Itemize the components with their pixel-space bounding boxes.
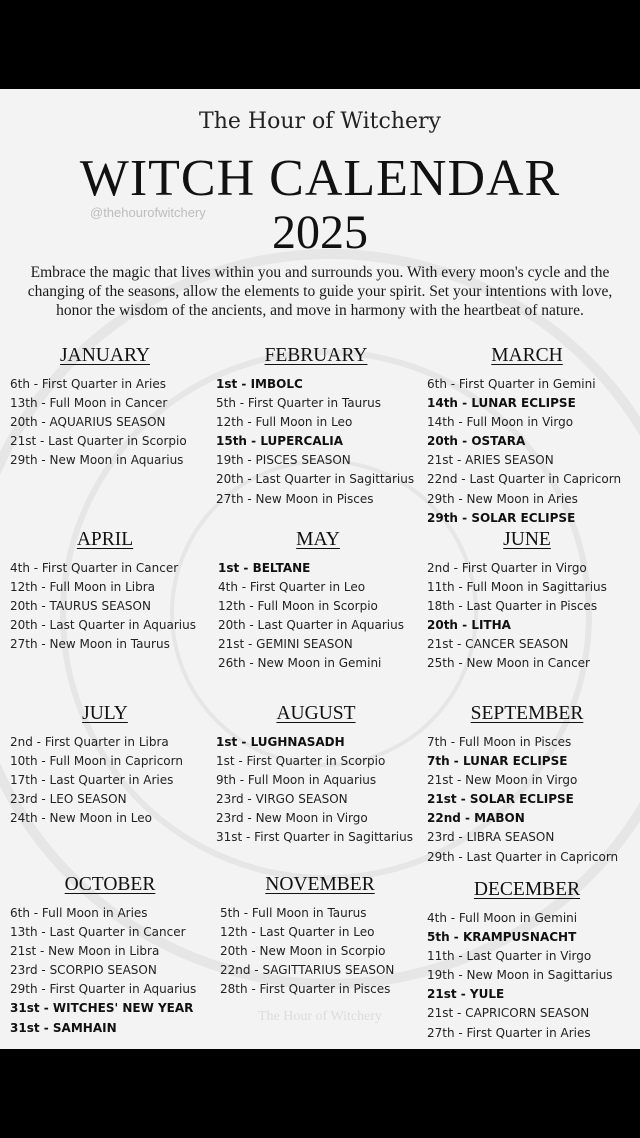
event-item: 21st - GEMINI SEASON bbox=[218, 637, 353, 652]
event-list bbox=[427, 733, 627, 867]
event-item-highlight: 21st - YULE bbox=[427, 987, 505, 1002]
event-item: 21st - Last Quarter in Scorpio bbox=[10, 434, 187, 449]
event-item: 28th - First Quarter in Pisces bbox=[220, 982, 391, 997]
event-list bbox=[216, 733, 416, 848]
month-name: JUNE bbox=[503, 529, 551, 550]
event-item: 17th - Last Quarter in Aries bbox=[10, 773, 174, 788]
event-item: 2nd - First Quarter in Virgo bbox=[427, 561, 587, 575]
calendar-sheet bbox=[0, 89, 640, 1049]
event-list bbox=[427, 559, 627, 674]
event-item: 1st - First Quarter in Scorpio bbox=[216, 754, 386, 769]
calendar-year: 2025 bbox=[272, 206, 368, 259]
event-item-highlight: 1st - IMBOLC bbox=[216, 377, 303, 391]
event-item: 23rd - VIRGO SEASON bbox=[216, 792, 348, 807]
event-item: 6th - Full Moon in Aries bbox=[10, 906, 148, 920]
event-item-highlight: 5th - KRAMPUSNACHT bbox=[427, 930, 577, 945]
watermark: The Hour of Witchery bbox=[258, 1009, 382, 1024]
month-name: AUGUST bbox=[276, 703, 356, 724]
event-list bbox=[10, 559, 200, 654]
month-april bbox=[10, 529, 200, 654]
event-item: 20th - AQUARIUS SEASON bbox=[10, 415, 166, 430]
event-item: 29th - First Quarter in Aquarius bbox=[10, 982, 197, 997]
event-item-highlight: 15th - LUPERCALIA bbox=[216, 434, 344, 449]
event-item-highlight: 20th - OSTARA bbox=[427, 434, 526, 449]
event-item: 29th - Last Quarter in Capricorn bbox=[427, 849, 619, 864]
event-list bbox=[427, 375, 627, 528]
event-item: 31st - First Quarter in Sagittarius bbox=[216, 830, 413, 845]
month-name: NOVEMBER bbox=[265, 874, 375, 895]
event-item-highlight: 1st - LUGHNASADH bbox=[216, 735, 345, 749]
event-item: 23rd - LIBRA SEASON bbox=[427, 830, 555, 845]
event-item-highlight: 31st - SAMHAIN bbox=[10, 1020, 117, 1035]
month-name: JULY bbox=[82, 703, 128, 724]
month-june bbox=[427, 529, 627, 674]
intro-text: Embrace the magic that lives within you and surrounds you. With every moon's cycle and the changing of the seasons, allow the elements to guide your spirit. Set your intentions with love, honor the wisdom of the ancients, and move in harmony with the heartbeat of nature. bbox=[27, 264, 613, 319]
month-july bbox=[10, 703, 200, 828]
event-item: 29th - New Moon in Aries bbox=[427, 491, 578, 506]
event-item: 27th - First Quarter in Aries bbox=[427, 1025, 591, 1040]
event-item: 6th - First Quarter in Aries bbox=[10, 377, 167, 391]
event-item: 10th - Full Moon in Capricorn bbox=[10, 754, 183, 769]
event-item-highlight: 31st - WITCHES' NEW YEAR bbox=[10, 1001, 194, 1016]
event-item: 11th - Full Moon in Sagittarius bbox=[427, 580, 607, 595]
event-item: 12th - Full Moon in Libra bbox=[10, 580, 156, 595]
event-item: 19th - New Moon in Sagittarius bbox=[427, 968, 613, 983]
month-november bbox=[220, 874, 420, 999]
month-name: APRIL bbox=[76, 529, 134, 550]
calendar-title: WITCH CALENDAR bbox=[79, 150, 561, 207]
event-item-highlight: 14th - LUNAR ECLIPSE bbox=[427, 396, 576, 411]
event-item: 19th - PISCES SEASON bbox=[216, 453, 351, 468]
month-name: OCTOBER bbox=[64, 874, 156, 895]
event-item: 21st - CAPRICORN SEASON bbox=[427, 1006, 590, 1021]
event-item: 25th - New Moon in Cancer bbox=[427, 656, 590, 671]
event-item: 12th - Full Moon in Leo bbox=[216, 415, 353, 430]
event-item: 5th - Full Moon in Taurus bbox=[220, 906, 367, 920]
event-item: 7th - Full Moon in Pisces bbox=[427, 735, 572, 749]
event-item: 20th - Last Quarter in Aquarius bbox=[10, 618, 196, 633]
event-list bbox=[10, 733, 200, 828]
month-name: MAY bbox=[296, 529, 340, 550]
month-name: DECEMBER bbox=[473, 879, 581, 900]
event-item: 4th - Full Moon in Gemini bbox=[427, 911, 578, 925]
event-item: 23rd - LEO SEASON bbox=[10, 792, 127, 807]
month-september bbox=[427, 703, 627, 867]
event-item: 6th - First Quarter in Gemini bbox=[427, 377, 596, 391]
event-item: 20th - New Moon in Scorpio bbox=[220, 944, 386, 959]
event-item: 14th - Full Moon in Virgo bbox=[427, 415, 574, 430]
event-item: 21st - New Moon in Virgo bbox=[427, 773, 578, 788]
social-handle: @thehourofwitchery bbox=[90, 205, 206, 220]
event-item: 12th - Last Quarter in Leo bbox=[220, 925, 375, 940]
event-item: 24th - New Moon in Leo bbox=[10, 811, 152, 826]
event-item: 11th - Last Quarter in Virgo bbox=[427, 949, 592, 964]
month-name: MARCH bbox=[491, 345, 563, 366]
event-list bbox=[218, 559, 418, 674]
event-item: 27th - New Moon in Pisces bbox=[216, 491, 374, 506]
event-item: 12th - Full Moon in Scorpio bbox=[218, 599, 378, 614]
event-item-highlight: 1st - BELTANE bbox=[218, 561, 311, 575]
event-item: 20th - Last Quarter in Sagittarius bbox=[216, 472, 415, 487]
month-name: SEPTEMBER bbox=[470, 703, 584, 724]
event-item: 4th - First Quarter in Leo bbox=[218, 580, 366, 595]
event-item: 13th - Last Quarter in Cancer bbox=[10, 925, 186, 940]
event-item: 9th - Full Moon in Aquarius bbox=[216, 773, 377, 788]
event-list bbox=[10, 375, 200, 470]
event-item: 18th - Last Quarter in Pisces bbox=[427, 599, 598, 614]
month-february bbox=[216, 345, 416, 509]
brand-name: The Hour of Witchery bbox=[199, 109, 441, 134]
month-name: JANUARY bbox=[60, 345, 150, 366]
event-item: 20th - TAURUS SEASON bbox=[10, 599, 151, 614]
month-august bbox=[216, 703, 416, 848]
event-item: 22nd - Last Quarter in Capricorn bbox=[427, 472, 622, 487]
event-item: 5th - First Quarter in Taurus bbox=[216, 396, 381, 411]
event-item-highlight: 20th - LITHA bbox=[427, 618, 511, 633]
month-may bbox=[218, 529, 418, 674]
event-item: 13th - Full Moon in Cancer bbox=[10, 396, 168, 411]
event-item: 23rd - SCORPIO SEASON bbox=[10, 963, 157, 978]
event-item-highlight: 22nd - MABON bbox=[427, 811, 525, 826]
event-item-highlight: 7th - LUNAR ECLIPSE bbox=[427, 754, 568, 769]
event-list bbox=[220, 904, 420, 999]
event-list bbox=[216, 375, 416, 509]
event-item: 21st - CANCER SEASON bbox=[427, 637, 569, 652]
event-item: 22nd - SAGITTARIUS SEASON bbox=[220, 963, 395, 978]
month-january bbox=[10, 345, 200, 470]
event-item: 21st - ARIES SEASON bbox=[427, 453, 554, 468]
event-item: 27th - New Moon in Taurus bbox=[10, 637, 170, 652]
event-item: 2nd - First Quarter in Libra bbox=[10, 735, 169, 749]
event-item: 20th - Last Quarter in Aquarius bbox=[218, 618, 404, 633]
event-item: 4th - First Quarter in Cancer bbox=[10, 561, 179, 575]
event-item: 29th - New Moon in Aquarius bbox=[10, 453, 184, 468]
month-name: FEBRUARY bbox=[264, 345, 368, 366]
event-item-highlight: 21st - SOLAR ECLIPSE bbox=[427, 792, 574, 807]
event-item: 23rd - New Moon in Virgo bbox=[216, 811, 368, 826]
event-item: 26th - New Moon in Gemini bbox=[218, 656, 382, 671]
month-march bbox=[427, 345, 627, 528]
event-item: 21st - New Moon in Libra bbox=[10, 944, 160, 959]
event-item-highlight: 29th - SOLAR ECLIPSE bbox=[427, 510, 576, 525]
